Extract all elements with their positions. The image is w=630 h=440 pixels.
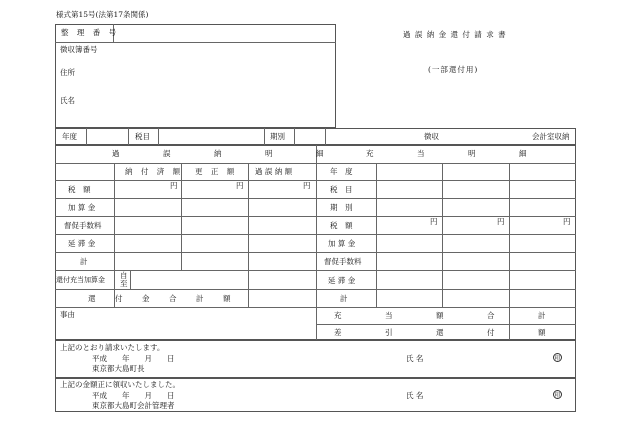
right-row-kasankin: 加 算 金 bbox=[328, 239, 356, 248]
seiri-bango-label: 整 理 番 号 bbox=[61, 28, 120, 37]
addressee-accountant: 東京都大島町会計管理者 bbox=[92, 401, 175, 410]
seal-icon: 印 bbox=[554, 355, 561, 362]
yen-juto-2: 円 bbox=[497, 217, 505, 226]
col-kosei: 更 正 額 bbox=[195, 167, 238, 176]
zeimoku-label: 税目 bbox=[135, 132, 150, 141]
sahiki-kanpu-label: 差 引 還 付 額 bbox=[334, 328, 564, 337]
left-row-kanpu-juto: 還付充当加算金 bbox=[56, 276, 105, 284]
kibetsu-label: 期別 bbox=[270, 132, 285, 141]
yen-nofuzumi: 円 bbox=[170, 181, 178, 190]
yen-kagono: 円 bbox=[303, 181, 311, 190]
yen-juto-1: 円 bbox=[430, 217, 438, 226]
right-row-zeigaku: 税 額 bbox=[330, 221, 353, 230]
choshubo-bango-label: 徴収簿番号 bbox=[60, 45, 98, 54]
yen-kosei: 円 bbox=[236, 181, 244, 190]
applicant-box bbox=[55, 24, 336, 128]
right-row-tokusoku: 督促手数料 bbox=[324, 257, 362, 266]
left-row-tokusoku: 督促手数料 bbox=[64, 221, 102, 230]
right-row-zeimoku: 税 目 bbox=[330, 185, 353, 194]
request-date: 平成 年 月 日 bbox=[92, 354, 175, 363]
request-name-label: 氏 名 bbox=[406, 354, 424, 363]
choshu-label: 徴収 bbox=[424, 132, 439, 141]
jikan-label: 自 至 bbox=[120, 271, 128, 288]
nendo-label: 年度 bbox=[62, 132, 77, 141]
receipt-date: 平成 年 月 日 bbox=[92, 391, 175, 400]
juto-total-label: 充 当 額 合 計 bbox=[334, 311, 564, 320]
receipt-name-label: 氏 名 bbox=[406, 391, 424, 400]
col-kagono: 過 誤 納 額 bbox=[255, 167, 293, 176]
left-row-zeigaku: 税 額 bbox=[68, 185, 91, 194]
kanpu-total-label: 還 付 金 合 計 額 bbox=[88, 294, 237, 303]
jiyu-label: 事由 bbox=[60, 310, 75, 319]
address-label: 住所 bbox=[60, 68, 75, 77]
name-label: 氏名 bbox=[60, 96, 75, 105]
right-row-nendo: 年 度 bbox=[330, 167, 353, 176]
receipt-line: 上記の金額正に領収いたしました。 bbox=[60, 380, 180, 389]
right-row-kibetsu: 期 別 bbox=[330, 203, 353, 212]
right-row-kei: 計 bbox=[340, 294, 348, 303]
request-line: 上記のとおり請求いたします。 bbox=[60, 343, 165, 352]
document-subtitle: (一部還付用) bbox=[428, 65, 479, 74]
col-nofuzumi: 納 付 済 額 bbox=[125, 167, 184, 176]
left-row-kei: 計 bbox=[80, 257, 88, 266]
seal-icon: 印 bbox=[554, 392, 561, 399]
left-row-kasankin: 加 算 金 bbox=[68, 203, 96, 212]
juto-section-title: 充 当 明 細 bbox=[366, 149, 545, 158]
addressee-mayor: 東京都大島町長 bbox=[92, 364, 145, 373]
left-row-entaikin: 延 滞 金 bbox=[68, 239, 96, 248]
kagono-section-title: 過 誤 納 明 細 bbox=[112, 149, 342, 158]
document-title: 過 誤 納 金 還 付 請 求 書 bbox=[403, 30, 507, 39]
form-number: 様式第15号(法第17条関係) bbox=[56, 10, 149, 19]
yen-juto-3: 円 bbox=[563, 217, 571, 226]
kaikei-label: 会計室収納 bbox=[532, 132, 570, 141]
right-row-entaikin: 延 滞 金 bbox=[328, 276, 356, 285]
nendo-row bbox=[55, 128, 576, 145]
